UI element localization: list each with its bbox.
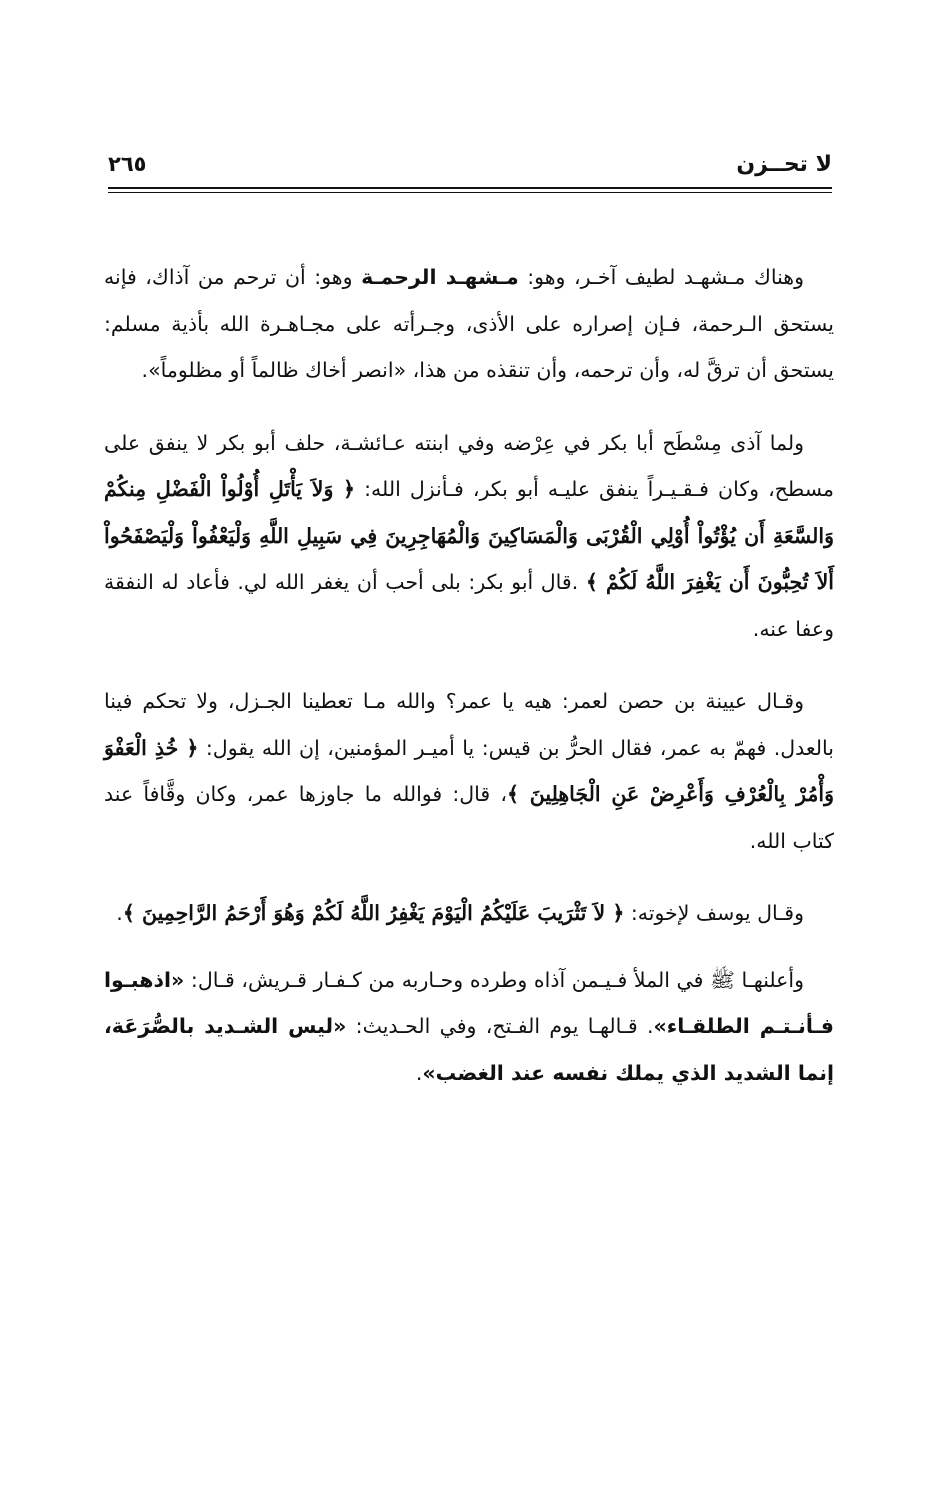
text-run: وقـال عيينة بن حصن لعمر: هيه يا عمر؟ والله مـا تعطينا الجـزل، ولا تحكم فينا بالعدل. فهمّ به عمر، فقال الحرُّ بن قيس: يا أميـر المؤمنين، إن الله يقول: <box>104 689 834 760</box>
paragraph-abu-bakr <box>104 420 834 653</box>
book-title: لا تحــزن <box>736 152 832 177</box>
paragraph-yusuf <box>104 890 834 937</box>
running-header <box>108 150 832 182</box>
text-run: .قال أبو بكر: بلى أحب أن يغفر الله لي. فأعاد له النفقة وعفا عنه. <box>104 570 834 641</box>
quran-verse: ﴿ وَلاَ يَأْتَلِ أُوْلُواْ الْفَضْلِ مِنكُمْ وَالسَّعَةِ أَن يُؤْتُواْ أُوْلِي الْقُرْبَى وَالْمَسَاكِينَ وَالْمُهَاجِرِينَ فِي سَبِيلِ اللَّهِ وَلْيَعْفُواْ وَلْيَصْفَحُواْ أَلاَ تُحِبُّونَ أَن يَغْفِرَ اللَّهُ لَكُمْ ﴾ <box>104 477 835 594</box>
text-run: . <box>415 1060 423 1085</box>
text-run: ولما آذى مِسْطَح أبا بكر في عِرْضه وفي ابنته عـائشـة، حلف أبو بكر لا ينفق على مسطح، وكان فـقـيـراً ينفق عليـه أبو بكر، فـأنزل الله: <box>104 430 835 501</box>
quran-verse: ﴿ خُذِ الْعَفْوَ وَأْمُرْ بِالْعُرْفِ وَأَعْرِضْ عَنِ الْجَاهِلِينَ ﴾ <box>104 735 834 806</box>
hadith-quote: «ليس الشـديد بالصُّرَعَة، إنما الشديد الذي يملك نفسه عند الغضب» <box>104 1014 834 1085</box>
text-run: وهو: أن ترحم من آذاك، فإنه يستحق الـرحمة، فـإن إصراره على الأذى، وجـرأته على مجـاهـرة الله بأذية مسلم: يستحق أن ترقَّ له، وأن ترحمه، وأن تنقذه من هذا، «انصر أخاك ظالماً أو مظلوماً». <box>104 265 834 382</box>
paragraph-prophet <box>104 957 834 1097</box>
header-rule-thin <box>108 192 832 193</box>
header-rule <box>108 187 832 189</box>
text-run: ، قال: فوالله ما جاوزها عمر، وكان وقَّافاً عند كتاب الله. <box>104 782 834 853</box>
paragraph-mercy-scene <box>104 254 834 394</box>
page-number: ٢٦٥ <box>108 152 147 176</box>
quran-verse: ﴿ لاَ تَثْرَيبَ عَلَيْكُمُ الْيَوْمَ يَغْفِرُ اللَّهُ لَكُمْ وَهُوَ أَرْحَمُ الرَّاحِمِينَ ﴾ <box>122 901 625 925</box>
hadith-quote: «اذهبـوا فـأنـتـم الطلقـاء» <box>104 967 834 1038</box>
main-text <box>104 254 834 1122</box>
emphasis-mercy-scene: مـشهـد الرحمـة <box>361 265 519 289</box>
text-run: وقـال يوسف لإخوته: <box>624 901 804 925</box>
paragraph-umar <box>104 678 834 864</box>
text-run: وأعلنهـا ﷺ في الملأ فـيـمن آذاه وطرده وحـاربه من كـفـار قـريش، قـال: <box>184 967 804 992</box>
text-run: . قـالهـا يوم الفـتح، وفي الحـديث: <box>346 1014 654 1038</box>
text-run: . <box>116 901 123 925</box>
text-run: وهناك مـشهـد لطيف آخـر، وهو: <box>518 265 805 289</box>
